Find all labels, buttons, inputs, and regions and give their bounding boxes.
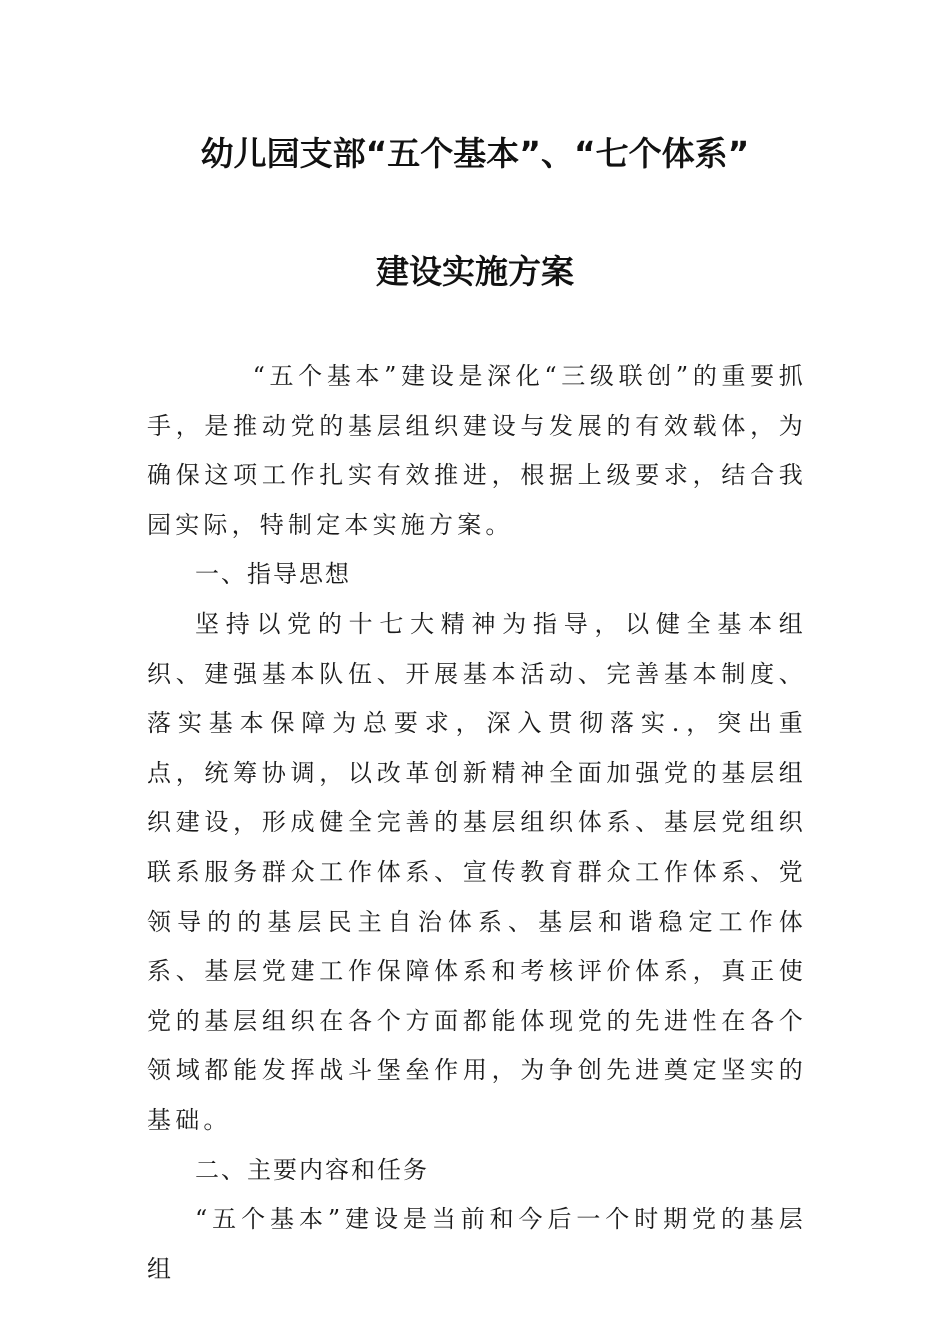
document-title-line-2: 建设实施方案 bbox=[376, 252, 574, 291]
document-body bbox=[147, 352, 807, 1294]
main-content-paragraph: “五个基本”建设是当前和今后一个时期党的基层组 bbox=[147, 1205, 807, 1283]
section-heading-main-content-tasks: 二、主要内容和任务 bbox=[195, 1155, 429, 1184]
document-title-line-1: 幼儿园支部“五个基本”、“七个体系” bbox=[200, 134, 750, 173]
intro-paragraph: “五个基本”建设是深化“三级联创”的重要抓手，是推动党的基层组织建设与发展的有效载体，为确保这项工作扎实有效推进，根据上级要求，结合我园实际，特制定本实施方案。 bbox=[147, 362, 807, 539]
guiding-ideology-paragraph: 坚持以党的十七大精神为指导，以健全基本组织、建强基本队伍、开展基本活动、完善基本制度、落实基本保障为总要求，深入贯彻落实.，突出重点，统筹协调，以改革创新精神全面加强党的基层组织建设，形成健全完善的基层组织体系、基层党组织联系服务群众工作体系、宣传教育群众工作体系、党领导的的基层民主自治体系、基层和谐稳定工作体系、基层党建工作保障体系和考核评价体系，真正使党的基层组织在各个方面都能体现党的先进性在各个领域都能发挥战斗堡垒作用，为争创先进奠定坚实的基础。 bbox=[147, 609, 807, 1134]
section-heading-guiding-ideology: 一、指导思想 bbox=[195, 560, 351, 589]
